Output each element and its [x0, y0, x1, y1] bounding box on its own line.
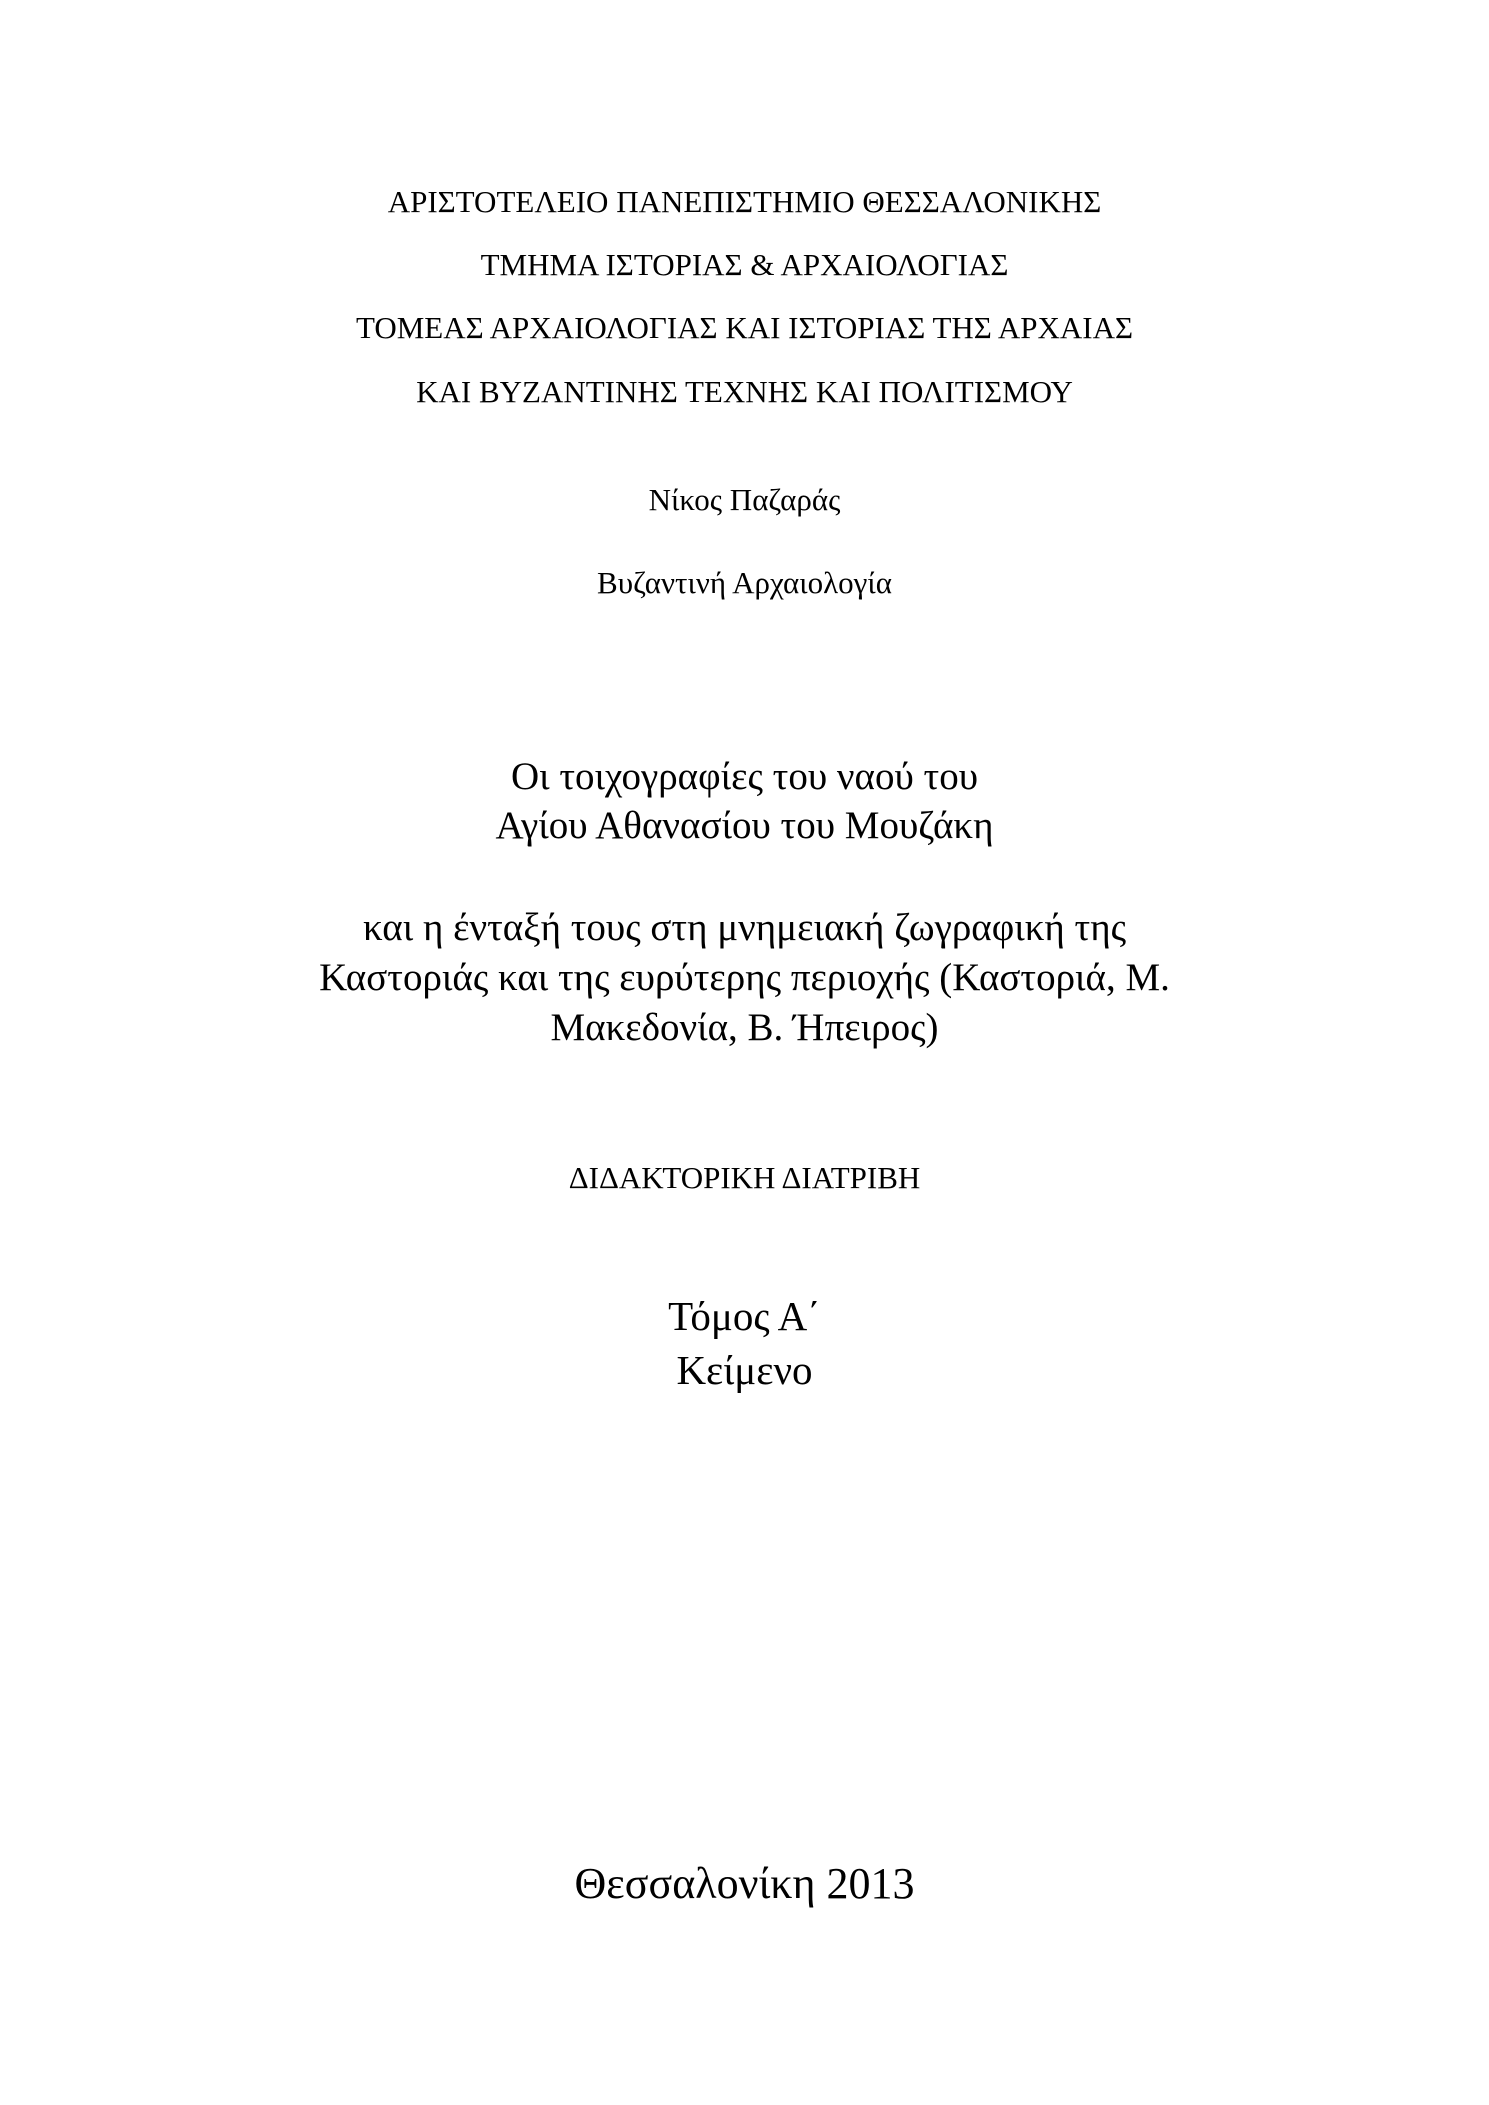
section-name-line-2: ΚΑΙ ΒΥΖΑΝΤΙΝΗΣ ΤΕΧΝΗΣ ΚΑΙ ΠΟΛΙΤΙΣΜΟΥ	[416, 374, 1073, 409]
university-name: ΑΡΙΣΤΟΤΕΛΕΙΟ ΠΑΝΕΠΙΣΤΗΜΙΟ ΘΕΣΣΑΛΟΝΙΚΗΣ	[387, 184, 1102, 219]
subtitle-line-2: Καστοριάς και της ευρύτερης περιοχής (Καστοριά, Μ.	[319, 956, 1170, 999]
section-name-line-1: ΤΟΜΕΑΣ ΑΡΧΑΙΟΛΟΓΙΑΣ ΚΑΙ ΙΣΤΟΡΙΑΣ ΤΗΣ ΑΡΧΑΙΑΣ	[355, 310, 1134, 345]
field-of-study: Βυζαντινή Αρχαιολογία	[597, 565, 892, 600]
subtitle-line-1: και η ένταξή τους στη μνημειακή ζωγραφική της	[362, 906, 1127, 949]
title-line-2: Αγίου Αθανασίου του Μουζάκη	[495, 804, 994, 847]
author-name: Νίκος Παζαράς	[648, 482, 841, 517]
document-type: ΔΙΔΑΚΤΟΡΙΚΗ ΔΙΑΤΡΙΒΗ	[568, 1160, 921, 1195]
subtitle-line-3: Μακεδονία, Β. Ήπειρος)	[550, 1006, 939, 1049]
volume-label: Τόμος Α΄	[668, 1293, 821, 1339]
department-name: ΤΜΗΜΑ ΙΣΤΟΡΙΑΣ & ΑΡΧΑΙΟΛΟΓΙΑΣ	[480, 247, 1009, 282]
title-line-1: Οι τοιχογραφίες του ναού του	[510, 755, 979, 798]
place-and-year: Θεσσαλονίκη 2013	[574, 1859, 915, 1908]
volume-content: Κείμενο	[676, 1347, 813, 1393]
